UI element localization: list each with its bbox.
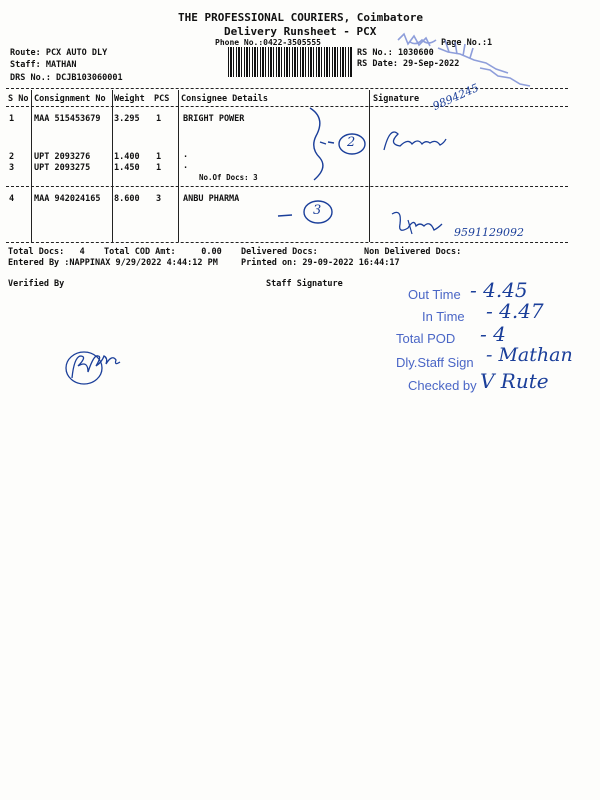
- stamp-total-pod-value: - 4: [480, 322, 506, 346]
- rs-date: RS Date: 29-Sep-2022: [357, 59, 460, 69]
- row-sno: 4: [9, 194, 15, 204]
- row-sno: 1: [9, 114, 15, 124]
- table-top-rule: [6, 88, 568, 89]
- col-divider: [31, 90, 32, 242]
- route-label: Route: PCX AUTO DLY: [10, 48, 108, 58]
- printed-on: Printed on: 29-09-2022 16:44:17: [241, 258, 400, 268]
- table-header-rule: [6, 106, 568, 107]
- out-time-value: 4.45: [483, 278, 528, 302]
- row-consignee: .: [183, 150, 189, 160]
- staff-label: Staff: MATHAN: [10, 60, 77, 70]
- handwritten-phone-2: 9591129092: [454, 226, 524, 239]
- document-subtitle: Delivery Runsheet - PCX: [224, 25, 377, 38]
- stamp-out-time-value: - 4.45: [470, 278, 528, 302]
- row-sno: 3: [9, 163, 15, 173]
- total-docs: Total Docs: 4: [8, 247, 85, 257]
- row-pcs: 1: [156, 152, 162, 162]
- row-consignment: MAA 942024165: [34, 194, 101, 204]
- row-sno: 2: [9, 152, 15, 162]
- non-delivered-docs: Non Delivered Docs:: [364, 247, 462, 257]
- row-pcs: 1: [156, 114, 162, 124]
- stamp-in-time-value: - 4.47: [486, 299, 544, 323]
- handwritten-count-2: 2: [347, 135, 356, 150]
- handwritten-count-3: 3: [313, 203, 322, 218]
- col-consignment: Consignment No: [34, 94, 106, 104]
- total-cod-amount: Total COD Amt: 0.00: [104, 247, 222, 257]
- stamp-in-time-label: In Time: [422, 309, 465, 324]
- row-consignment: UPT 2093276: [34, 152, 91, 162]
- col-consignee: Consignee Details: [181, 94, 268, 104]
- table-bottom-rule: [6, 242, 568, 243]
- handwritten-phone-1: 9894245: [430, 81, 481, 113]
- col-pcs: PCS: [154, 94, 170, 104]
- phone-number: Phone No.:0422-3505555: [215, 38, 321, 47]
- handwritten-brace-1: [296, 104, 376, 184]
- stamp-checked-by-value: V Rute: [480, 369, 549, 393]
- row-weight: 1.450: [114, 163, 140, 173]
- verified-by-label: Verified By: [8, 279, 65, 289]
- rs-number: RS No.: 1030600: [357, 48, 434, 58]
- drs-number: DRS No.: DCJB103060001: [10, 73, 123, 83]
- row-consignee: ANBU PHARMA: [183, 194, 240, 204]
- stamp-total-pod-label: Total POD: [396, 331, 456, 346]
- stamp-staff-sign-label: Dly.Staff Sign: [396, 355, 474, 370]
- row-pcs: 1: [156, 163, 162, 173]
- col-weight: Weight: [114, 94, 145, 104]
- handwritten-signature-1: [380, 120, 450, 160]
- row-weight: 8.600: [114, 194, 140, 204]
- row-weight: 3.295: [114, 114, 140, 124]
- verifier-initials: [58, 340, 128, 390]
- entered-by: Entered By :NAPPINAX 9/29/2022 4:44:12 PM: [8, 258, 218, 268]
- delivered-docs: Delivered Docs:: [241, 247, 318, 257]
- total-pod-value: 4: [493, 322, 506, 346]
- stamp-checked-by-label: Checked by: [408, 378, 477, 393]
- page-number: Page No.:1: [441, 38, 493, 48]
- row-weight: 1.400: [114, 152, 140, 162]
- stamp-staff-sign-value: - Mathan: [486, 344, 573, 366]
- handwritten-signature-2: [388, 204, 448, 244]
- staff-sign-value: Mathan: [498, 344, 573, 366]
- barcode: [228, 47, 352, 77]
- col-signature: Signature: [373, 94, 420, 104]
- staff-signature-label: Staff Signature: [266, 279, 343, 289]
- row-consignment: MAA 515453679: [34, 114, 101, 124]
- col-sno: S No: [8, 94, 29, 104]
- col-divider: [178, 90, 179, 242]
- group-rule: [6, 186, 568, 187]
- handwritten-circle-2: [272, 196, 342, 236]
- col-divider: [112, 90, 113, 242]
- row-consignee: .: [183, 161, 189, 171]
- row-pcs: 3: [156, 194, 162, 204]
- row-consignee: BRIGHT POWER: [183, 114, 245, 124]
- row-consignment: UPT 2093275: [34, 163, 91, 173]
- group-doc-count: No.Of Docs: 3: [199, 173, 258, 182]
- stamp-out-time-label: Out Time: [408, 287, 461, 302]
- company-title: THE PROFESSIONAL COURIERS, Coimbatore: [178, 11, 424, 24]
- in-time-value: 4.47: [499, 299, 544, 323]
